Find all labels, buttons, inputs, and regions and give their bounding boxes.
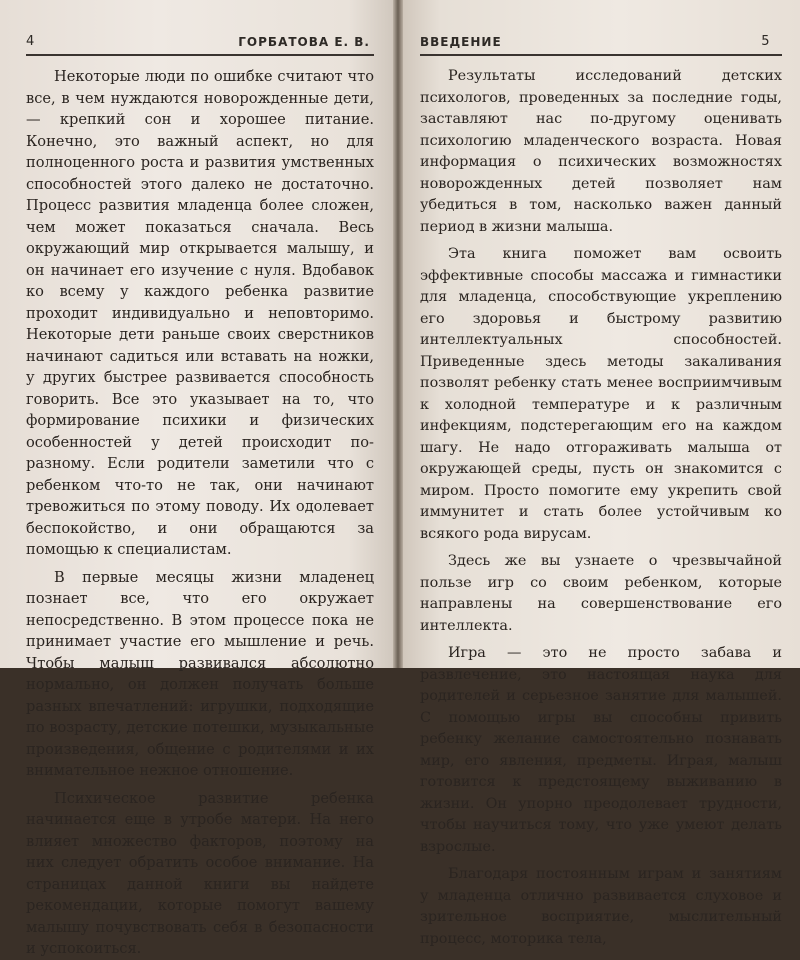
left-page-header <box>26 34 374 52</box>
right-page <box>400 0 800 947</box>
running-head: ВВЕДЕНИЕ <box>420 35 502 49</box>
paragraph: Благодаря постоянным играм и занятиям у младенца отлично развивается слуховое и зрительное восприятие, мыслительный процесс, моторика тела, <box>420 866 782 947</box>
paragraph: Игра — это не просто забава и развлечение, это настоящая наука для родителей и серьезное занятие для малышей. С помощью игры вы способны привить ребенку желание самостоятельно познавать мир, его явления, предметы. Играя, малыш готовится к предстоящему выживанию в жизни. Он упорно преодолевает трудности, чтобы научиться тому, что уже умеют делать взрослые. <box>420 645 782 855</box>
header-rule <box>26 54 374 56</box>
page-number: 5 <box>761 34 770 49</box>
right-page-text <box>420 66 782 950</box>
paragraph: Психическое развитие ребенка начинается еще в утробе матери. На него влияет множество факторов, поэтому на них следует обратить особое внимание. На страницах данной книги вы найдете рекомендации, которые помогут вашему малышу почувствовать себя в безопасности и успокоиться. <box>26 789 374 957</box>
book-gutter <box>393 0 403 668</box>
paragraph: В первые месяцы жизни младенец познает все, что его окружает непосредственно. В этом процессе пока не принимает участие его мышление и речь. Чтобы малыш развивался абсолютно нормально, он должен получать больше разных впечатлений: игрушки, подходящие по возрасту, детские потешки, музыкальные произведения, общение с родителями и их внимательное нежное отношение. <box>26 568 374 779</box>
header-rule <box>420 54 782 56</box>
paragraph: Эта книга поможет вам освоить эффективные способы массажа и гимнастики для младенца, способствующие укреплению его здоровья и быстрому развитию интеллектуальных способностей. Приведенные здесь методы закаливания позволят ребенку стать менее восприимчивым к холодной температуре и к различным инфекциям, подстерегающим его на каждом шагу. Не надо отгораживать малыша от окружающей среды, пусть он знакомится с миром. Просто помогите ему укрепить свой иммунитет и стать более устойчивым ко всякого рода вирусам. <box>420 246 782 542</box>
running-head: ГОРБАТОВА Е. В. <box>238 35 370 49</box>
paragraph: Результаты исследований детских психологов, проведенных за последние годы, заставляют нас по-другому оценивать психологию младенческого возраста. Новая информация о психических возможностях новорожденных детей позволяет нам убедиться в том, насколько важен данный период в жизни малыша. <box>420 68 782 235</box>
paragraph: Некоторые люди по ошибке считают что все, в чем нуждаются новорожденные дети, — крепкий сон и хорошее питание. Конечно, это важный аспект, но для полноценного роста и развития умственных способностей этого далеко не достаточно. Процесс развития младенца более сложен, чем может показаться сначала. Весь окружающий мир открывается малышу, и он начинает его изучение с нуля. Вдобавок ко всему у каждого ребенка развитие проходит индивидуально и неповторимо. Некоторые дети раньше своих сверстников начинают садиться или вставать на ножки, у других быстрее развивается способность говорить. Все это указывает на то, что формирование психики и физических особенностей у детей происходит по-разному. Если родители заметили что с ребенком что-то не так, они начинают тревожиться по этому поводу. Их одолевает беспокойство, и они обращаются за помощью к специалистам. <box>26 68 374 558</box>
right-page-header <box>420 34 782 52</box>
left-page-text <box>26 66 374 960</box>
page-number: 4 <box>26 34 35 49</box>
left-page <box>0 0 396 957</box>
paragraph: Здесь же вы узнаете о чрезвычайной пользе игр со своим ребенком, которые направлены на совершенствование его интеллекта. <box>420 553 782 634</box>
